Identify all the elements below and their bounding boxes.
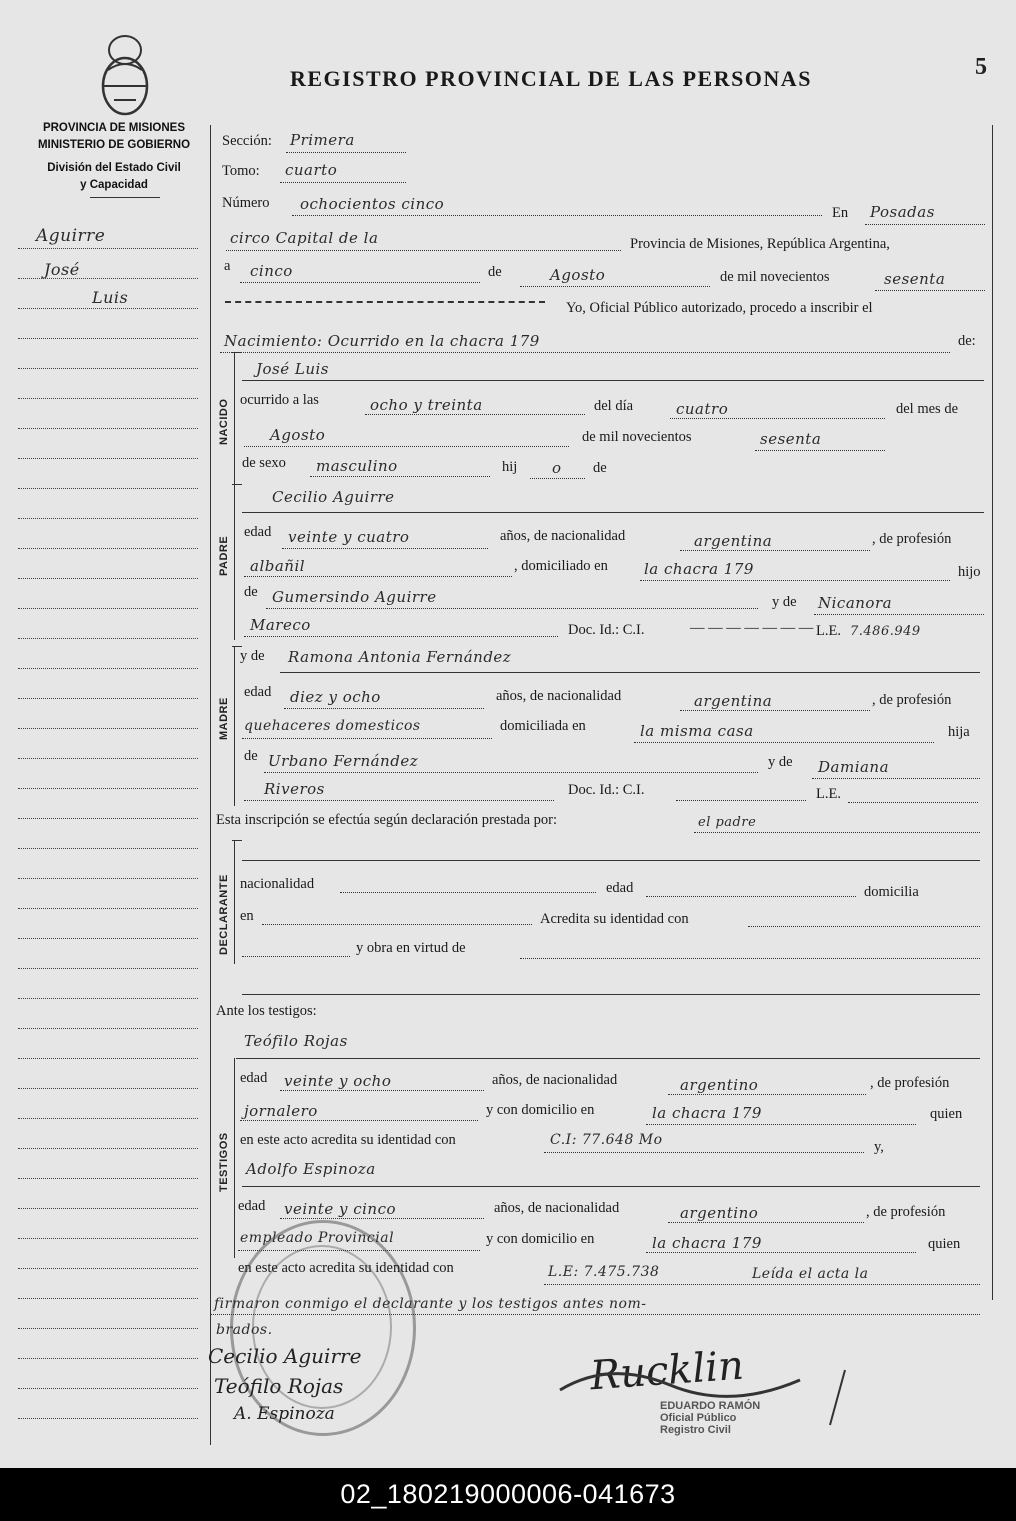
margin-rule [18, 1058, 198, 1059]
declarante-intro-value: el padre [698, 815, 757, 830]
t1-edad-value: veinte y ocho [284, 1072, 392, 1090]
org-line-3: División del Estado Civil [47, 162, 181, 174]
numero-value: ochocientos cinco [300, 195, 445, 213]
margin-rule [18, 758, 198, 759]
t1-nac-value: argentino [680, 1076, 759, 1094]
margin-rule [18, 1298, 198, 1299]
closing-2: firmaron conmigo el declarante y los testigos antes nom- [214, 1296, 647, 1312]
declarante-dom-label: domicilia [864, 884, 919, 900]
margin-rule [18, 878, 198, 879]
t2-nac-label: años, de nacionalidad [494, 1200, 620, 1216]
declarante-nac-label: nacionalidad [240, 876, 315, 892]
margin-rule [18, 1268, 198, 1269]
padre-dom-value: la chacra 179 [644, 560, 754, 578]
seccion-label: Sección: [222, 133, 272, 149]
testigo-2-nombre: Adolfo Espinoza [246, 1160, 376, 1178]
padre-hijo-label: hijo [958, 564, 981, 580]
t2-edad-value: veinte y cinco [284, 1200, 397, 1218]
madre-nac-label: años, de nacionalidad [496, 688, 622, 704]
padre-ci-value: — — — — — — — [690, 620, 814, 636]
t2-prof-value: empleado Provincial [240, 1230, 395, 1246]
madre-edad-label: edad [244, 684, 272, 700]
provincia-label: Provincia de Misiones, República Argentina, [630, 236, 890, 252]
t1-y-label: y, [874, 1139, 884, 1155]
margin-rule [18, 1088, 198, 1089]
signature-witness-2: A. Espinoza [234, 1404, 335, 1424]
closing-3: brados. [216, 1322, 273, 1338]
margin-rule [18, 368, 198, 369]
margin-rule [18, 1328, 198, 1329]
testigos-intro-label: Ante los testigos: [216, 1003, 317, 1019]
margin-divider [210, 125, 211, 1445]
right-frame [992, 125, 993, 1300]
tomo-label: Tomo: [222, 163, 260, 179]
t1-dom-value: la chacra 179 [652, 1104, 762, 1122]
madre-y-de2-label: y de [768, 754, 793, 770]
t2-edad-label: edad [238, 1198, 266, 1214]
margin-rule [18, 1208, 198, 1209]
en-value: Posadas [870, 203, 935, 221]
t1-nac-label: años, de nacionalidad [492, 1072, 618, 1088]
hora-value: ocho y treinta [370, 396, 483, 414]
madre-dom-value: la misma casa [640, 722, 754, 740]
margin-rule [18, 458, 198, 459]
stamp-line-1: EDUARDO RAMÓN [660, 1400, 761, 1412]
margin-rule [18, 1388, 198, 1389]
madre-edad-value: diez y ocho [290, 688, 381, 706]
nacido-section-label: NACIDO [218, 398, 230, 445]
margin-rule [18, 848, 198, 849]
nacido-nombre: José Luis [256, 360, 330, 378]
madre-nombre: Ramona Antonia Fernández [288, 648, 512, 666]
t2-id-value: L.E: 7.475.738 [548, 1264, 660, 1280]
margin-rule [18, 638, 198, 639]
mil-label: de mil novecientos [720, 269, 830, 285]
header-divider [90, 197, 160, 198]
mes-value: Agosto [550, 266, 606, 284]
margin-rule [18, 998, 198, 999]
t1-edad-label: edad [240, 1070, 268, 1086]
margin-rule [18, 548, 198, 549]
t2-dom-label: y con domicilio en [486, 1231, 595, 1247]
margin-rule [18, 308, 198, 309]
del-mes-label: del mes de [896, 401, 959, 417]
anio-value: sesenta [884, 270, 946, 288]
margin-rule [18, 1118, 198, 1119]
declarante-obra-label: y obra en virtud de [356, 940, 466, 956]
padre-dom-label: , domiciliado en [514, 558, 608, 574]
numero-label: Número [222, 195, 270, 211]
padre-edad-value: veinte y cuatro [288, 528, 410, 546]
declarante-section-label: DECLARANTE [218, 874, 230, 955]
margin-rule [18, 938, 198, 939]
signature-witness-1: Teófilo Rojas [214, 1374, 344, 1398]
tipo-value: Nacimiento: Ocurrido en la chacra 179 [224, 332, 540, 350]
margin-rule [18, 1028, 198, 1029]
nacido-mes-value: Agosto [270, 426, 326, 444]
madre-madre-de-2: Riveros [264, 780, 325, 798]
t1-prof-value: jornalero [244, 1102, 318, 1120]
org-line-1: PROVINCIA DE MISIONES [42, 122, 186, 134]
padre-le-value: 7.486.949 [850, 624, 921, 639]
padre-madre-de-2: Mareco [250, 616, 311, 634]
margin-rule [18, 1238, 198, 1239]
margin-rule [18, 1148, 198, 1149]
padre-nac-value: argentina [694, 532, 773, 550]
org-line-2: MINISTERIO DE GOBIERNO [37, 139, 191, 151]
padre-madre-de-1: Nicanora [818, 594, 893, 612]
padre-prof-label: , de profesión [872, 531, 952, 547]
margin-rule [18, 698, 198, 699]
margin-rule [18, 788, 198, 789]
t1-dom-label: y con domicilio en [486, 1102, 595, 1118]
margin-given-1: José [44, 260, 80, 279]
closing-1: Leída el acta la [752, 1266, 869, 1282]
t1-id-value: C.I: 77.648 Mo [550, 1132, 663, 1148]
t1-quien-label: quien [930, 1106, 963, 1122]
file-id-footer: 02_180219000006-041673 [0, 1468, 1016, 1521]
document-title: REGISTRO PROVINCIAL DE LAS PERSONAS [290, 66, 812, 91]
t1-prof-label: , de profesión [870, 1075, 950, 1091]
margin-rule [18, 398, 198, 399]
margin-rule [18, 1178, 198, 1179]
margin-surname: Aguirre [36, 226, 106, 246]
padre-de-label: de [244, 584, 258, 600]
madre-section-label: MADRE [218, 697, 230, 740]
margin-rule [18, 818, 198, 819]
margin-given-2: Luis [92, 288, 129, 307]
madre-hija-label: hija [948, 724, 970, 740]
margin-rule [18, 1418, 198, 1419]
nacido-anio-value: sesenta [760, 430, 822, 448]
padre-doc-label: Doc. Id.: C.I. [568, 622, 645, 638]
madre-de-label: de [244, 748, 258, 764]
madre-prof-value: quehaceres domesticos [244, 718, 421, 734]
en-label: En [832, 205, 849, 221]
margin-rule [18, 968, 198, 969]
margin-rule [18, 488, 198, 489]
a-label: a [224, 258, 231, 274]
hij-label: hij [502, 459, 518, 475]
madre-dom-label: domiciliada en [500, 718, 586, 734]
org-line-4: y Capacidad [80, 179, 148, 191]
stamp-line-3: Registro Civil [660, 1424, 731, 1436]
nacido-de-label: de [593, 460, 607, 476]
place-value: circo Capital de la [230, 229, 379, 247]
margin-rule [18, 278, 198, 279]
madre-doc-label: Doc. Id.: C.I. [568, 782, 645, 798]
de-label: de [488, 264, 502, 280]
margin-rule [18, 608, 198, 609]
madre-y-de-label: y de [240, 648, 265, 664]
nacido-dia-value: cuatro [676, 400, 729, 418]
madre-nac-value: argentina [694, 692, 773, 710]
padre-y-de-label: y de [772, 594, 797, 610]
seccion-value: Primera [290, 131, 355, 149]
t2-acredita-label: en este acto acredita su identidad con [238, 1260, 454, 1276]
de-colon-label: de: [958, 333, 976, 349]
testigos-section-label: TESTIGOS [218, 1132, 230, 1192]
declarante-intro-label: Esta inscripción se efectúa según declaración prestada por: [216, 812, 558, 828]
padre-nombre: Cecilio Aguirre [272, 488, 395, 506]
margin-rule [18, 668, 198, 669]
t2-dom-value: la chacra 179 [652, 1234, 762, 1252]
margin-rule [18, 428, 198, 429]
margin-rule [18, 518, 198, 519]
padre-padre-de: Gumersindo Aguirre [272, 588, 437, 606]
padre-le-label: L.E. [816, 623, 841, 639]
padre-edad-label: edad [244, 524, 272, 540]
madre-padre-de: Urbano Fernández [268, 752, 419, 770]
signature-official: Rucklin [588, 1342, 746, 1400]
sexo-value: masculino [316, 457, 398, 475]
nacido-mil-label: de mil novecientos [582, 429, 692, 445]
yo-label: Yo, Oficial Público autorizado, procedo a inscribir el [566, 300, 873, 316]
margin-rule [18, 1358, 198, 1359]
dia-value: cinco [250, 262, 293, 280]
stamp-line-2: Oficial Público [660, 1412, 737, 1424]
t1-acredita-label: en este acto acredita su identidad con [240, 1132, 456, 1148]
margin-rule [18, 728, 198, 729]
t2-nac-value: argentino [680, 1204, 759, 1222]
page-number: 5 [975, 54, 987, 80]
declarante-acredita-label: Acredita su identidad con [540, 911, 689, 927]
margin-rule [18, 338, 198, 339]
padre-nac-label: años, de nacionalidad [500, 528, 626, 544]
padre-prof-value: albañil [250, 557, 306, 575]
padre-section-label: PADRE [218, 535, 230, 576]
testigo-1-nombre: Teófilo Rojas [244, 1032, 348, 1050]
declarante-en-label: en [240, 908, 254, 924]
coat-of-arms-icon [96, 30, 154, 118]
signature-father: Cecilio Aguirre [208, 1344, 362, 1368]
madre-madre-de-1: Damiana [818, 758, 890, 776]
del-dia-label: del día [594, 398, 634, 414]
tomo-value: cuarto [285, 161, 338, 179]
madre-prof-label: , de profesión [872, 692, 952, 708]
official-stamp [660, 1400, 760, 1436]
margin-rule [18, 908, 198, 909]
sexo-label: de sexo [242, 455, 286, 471]
declarante-edad-label: edad [606, 880, 634, 896]
hij-value: o [552, 459, 562, 477]
ocurrido-label: ocurrido a las [240, 392, 319, 408]
t2-prof-label: , de profesión [866, 1204, 946, 1220]
t2-quien-label: quien [928, 1236, 961, 1252]
margin-rule [18, 578, 198, 579]
margin-rule [18, 248, 198, 249]
madre-le-label: L.E. [816, 786, 841, 802]
